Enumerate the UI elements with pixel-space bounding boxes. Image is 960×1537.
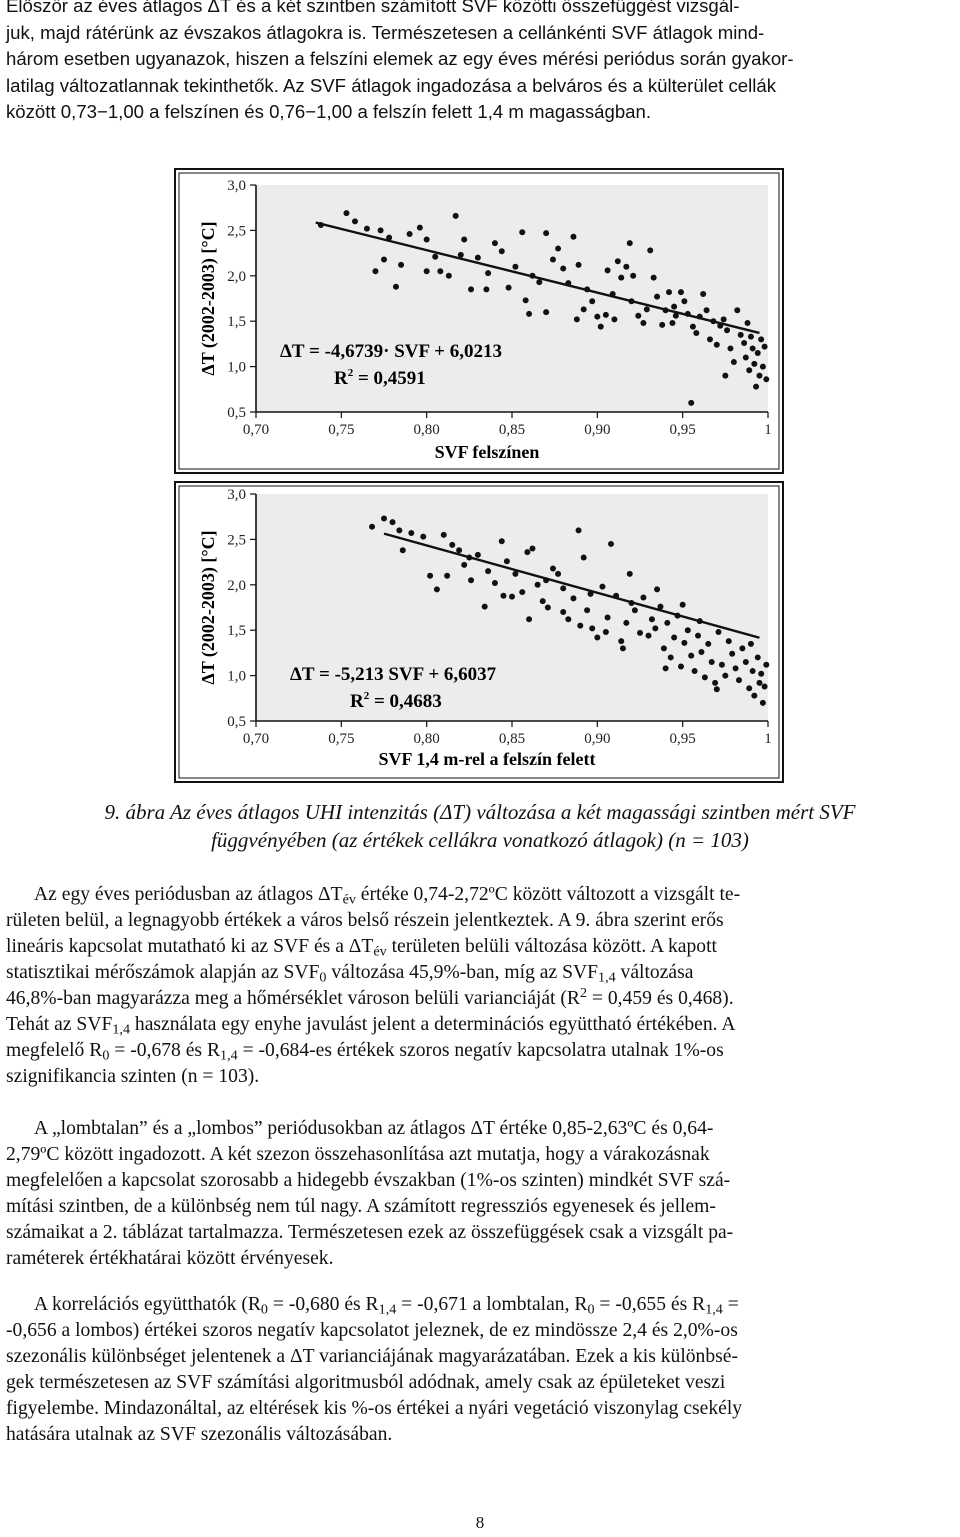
data-point	[630, 273, 636, 279]
intro-line: Először az éves átlagos ΔT és a két szintben számított SVF közötti összefüggést vizsgál-	[6, 0, 740, 16]
y-tick-label: 2,0	[227, 268, 246, 285]
body-line: megfelelő $R_0 = -0,678$ és $R_{1,4} = -0,684-es$ értékek szoros negatív kapcsolatra utalnak 1%-os	[6, 1040, 724, 1064]
x-tick-label: 0,70	[242, 731, 270, 747]
plot-area	[256, 494, 768, 721]
body-paragraph-2	[6, 1116, 956, 1272]
data-point	[669, 320, 675, 326]
data-point	[594, 634, 600, 640]
x-tick-label: 0,85	[498, 731, 526, 747]
data-point	[594, 314, 600, 320]
r-squared-exponent: 2	[363, 690, 370, 702]
r-squared-symbol: R	[350, 691, 364, 712]
y-axis-title: ΔT (2002-2003) [°C]	[198, 221, 218, 376]
body-line: A korrelációs együtthatók ($R_0 = -0,680$ és $R_{1,4} = -0,671$ a lombtalan, $R_0 = -0,655$ és $R_{1,4}$ =	[34, 1294, 739, 1318]
data-point	[756, 373, 762, 379]
data-point	[424, 236, 430, 242]
data-point	[526, 311, 532, 317]
body-line: 2,79ºC között ingadozott. A két szezon összehasonlítása azt mutatja, hogy a várakozásnak	[6, 1144, 710, 1165]
r-squared-value: = 0,4591	[353, 368, 426, 389]
data-point	[535, 582, 541, 588]
data-point	[492, 580, 498, 586]
data-point	[760, 364, 766, 370]
plot-area	[256, 185, 768, 412]
data-point	[500, 593, 506, 599]
data-point	[750, 668, 756, 674]
y-tick-label: 2,0	[227, 577, 246, 594]
data-point	[745, 320, 751, 326]
y-tick-label: 2,5	[227, 223, 246, 240]
data-point	[468, 577, 474, 583]
scatter-chart-1-4m	[174, 481, 784, 783]
data-point	[512, 264, 518, 270]
data-point	[589, 298, 595, 304]
data-point	[620, 645, 626, 651]
data-point	[519, 589, 525, 595]
data-point	[576, 527, 582, 533]
data-point	[693, 330, 699, 336]
data-point	[635, 313, 641, 319]
data-point	[714, 686, 720, 692]
body-line: 46,8%-ban magyarázza meg a hőmérséklet városon belüli varianciáját ($R^2 = 0,459$ és 0,468).	[6, 984, 734, 1009]
data-point	[390, 519, 396, 525]
data-point	[352, 218, 358, 224]
data-point	[581, 306, 587, 312]
intro-line: juk, majd rátérünk az évszakos átlagokra is. Természetesen a cellánkénti SVF átlagok mind-	[6, 21, 765, 43]
data-point	[627, 571, 633, 577]
data-point	[398, 262, 404, 268]
data-point	[543, 230, 549, 236]
data-point	[369, 524, 375, 530]
data-point	[704, 307, 710, 313]
data-point	[678, 289, 684, 295]
x-tick-label: 0,90	[584, 422, 611, 438]
data-point	[714, 342, 720, 348]
data-point	[688, 400, 694, 406]
data-point	[407, 231, 413, 237]
data-point	[762, 683, 768, 689]
intro-line: között 0,73−1,00 a felszínen és 0,76−1,00 a felszín felett 1,4 m magasságban.	[6, 101, 652, 123]
data-point	[734, 307, 740, 313]
body-paragraph-1	[6, 882, 956, 1090]
x-tick-label: 0,80	[413, 731, 440, 747]
data-point	[393, 284, 399, 290]
data-point	[446, 273, 452, 279]
x-tick-label: 0,95	[669, 422, 696, 438]
body-line: megfelelően a kapcsolat szorosabb a hidegebb évszakban (1%-os szinten) mindkét SVF szá-	[6, 1170, 731, 1191]
data-point	[651, 275, 657, 281]
data-point	[598, 324, 604, 330]
data-point	[576, 262, 582, 268]
data-point	[485, 270, 491, 276]
r-squared-symbol: R	[334, 368, 348, 389]
data-point	[420, 534, 426, 540]
scatter-chart-surface	[174, 168, 784, 474]
data-point	[599, 584, 605, 590]
body-line: gek természetesen az SVF számítási algoritmusból adódnak, amely csak az épületeket veszi	[6, 1372, 726, 1393]
x-tick-label: 1	[764, 422, 772, 438]
data-point	[731, 359, 737, 365]
data-point	[671, 634, 677, 640]
y-tick-label: 2,5	[227, 532, 246, 549]
data-point	[343, 210, 349, 216]
data-point	[529, 545, 535, 551]
data-point	[434, 586, 440, 592]
y-tick-label: 1,5	[227, 623, 246, 640]
data-point	[555, 246, 561, 252]
data-point	[589, 625, 595, 631]
data-point	[565, 616, 571, 622]
data-point	[760, 700, 766, 706]
data-point	[702, 674, 708, 680]
data-point	[680, 602, 686, 608]
data-point	[746, 367, 752, 373]
y-tick-label: 1,0	[227, 359, 246, 376]
body-line: szignifikancia szinten (n = 103).	[6, 1066, 260, 1087]
data-point	[741, 340, 747, 346]
y-tick-label: 0,5	[227, 714, 246, 730]
data-point	[722, 373, 728, 379]
data-point	[453, 213, 459, 219]
data-point	[432, 254, 438, 260]
data-point	[644, 306, 650, 312]
data-point	[748, 334, 754, 340]
data-point	[762, 344, 768, 350]
y-tick-label: 3,0	[227, 487, 246, 503]
data-point	[646, 633, 652, 639]
body-line: Az egy éves periódusban az átlagos $\Delta T_{év}$ értéke 0,74-2,72ºC között változott a vizsgált te-	[34, 884, 741, 908]
regression-equation: ΔT = -5,213 SVF + 6,6037	[290, 664, 497, 685]
data-point	[726, 638, 732, 644]
data-point	[475, 255, 481, 261]
data-point	[692, 668, 698, 674]
figure-caption	[40, 798, 920, 854]
data-point	[611, 316, 617, 322]
x-axis-title: SVF felszínen	[434, 442, 540, 462]
data-point	[671, 304, 677, 310]
data-point	[756, 680, 762, 686]
data-point	[603, 629, 609, 635]
data-point	[545, 605, 551, 611]
x-tick-label: 0,70	[242, 422, 270, 438]
data-point	[584, 607, 590, 613]
data-point	[378, 227, 384, 233]
x-axis-title: SVF 1,4 m-rel a felszín felett	[378, 749, 596, 769]
data-point	[750, 345, 756, 351]
data-point	[437, 268, 443, 274]
data-point	[468, 286, 474, 292]
data-point	[654, 294, 660, 300]
data-point	[482, 604, 488, 610]
data-point	[449, 542, 455, 548]
data-point	[755, 654, 761, 660]
caption-line: függvényében (az értékek cellákra vonatkozó átlagok) (n = 103)	[211, 828, 749, 852]
body-paragraph-3	[6, 1292, 956, 1448]
r-squared-exponent: 2	[347, 367, 354, 379]
data-point	[738, 332, 744, 338]
data-point	[755, 350, 761, 356]
x-tick-label: 1	[764, 731, 772, 747]
data-point	[685, 627, 691, 633]
data-point	[721, 316, 727, 322]
data-point	[618, 275, 624, 281]
data-point	[748, 641, 754, 647]
figure-svf-1-4m	[174, 481, 784, 783]
data-point	[681, 640, 687, 646]
body-line: Tehát az $SVF_{1,4}$ használata egy enyhe javulást jelent a determinációs együttható értékében. A	[6, 1014, 736, 1038]
data-point	[499, 538, 505, 544]
r-squared-value: = 0,4683	[369, 691, 442, 712]
data-point	[632, 607, 638, 613]
data-point	[372, 268, 378, 274]
page-number: 8	[475, 1513, 485, 1532]
data-point	[555, 571, 561, 577]
body-line: számaikat a 2. táblázat tartalmazza. Természetesen ezek az összefüggések csak a vizsgált pa-	[6, 1222, 734, 1243]
data-point	[763, 662, 769, 668]
data-point	[536, 279, 542, 285]
data-point	[540, 598, 546, 604]
data-point	[722, 673, 728, 679]
data-point	[716, 629, 722, 635]
data-point	[456, 547, 462, 553]
data-point	[666, 289, 672, 295]
regression-equation: ΔT = -4,6739· SVF + 6,0213	[280, 341, 502, 362]
data-point	[608, 541, 614, 547]
data-point	[499, 248, 505, 254]
data-point	[719, 662, 725, 668]
data-point	[712, 680, 718, 686]
data-point	[618, 638, 624, 644]
data-point	[751, 693, 757, 699]
data-point	[381, 256, 387, 262]
data-point	[524, 549, 530, 555]
data-point	[400, 547, 406, 553]
x-tick-label: 0,75	[328, 731, 355, 747]
data-point	[396, 527, 402, 533]
body-line: statisztikai mérőszámok alapján az $SVF_0$ változása 45,9%-ban, míg az $SVF_{1,4}$ változása	[6, 962, 694, 986]
data-point	[560, 266, 566, 272]
data-point	[574, 316, 580, 322]
data-point	[736, 677, 742, 683]
data-point	[543, 309, 549, 315]
data-point	[758, 671, 764, 677]
data-point	[570, 234, 576, 240]
data-point	[751, 361, 757, 367]
data-point	[743, 659, 749, 665]
data-point	[733, 665, 739, 671]
data-point	[523, 297, 529, 303]
data-point	[729, 651, 735, 657]
body-line: raméterek értékhatárai között érvényesek.	[6, 1248, 334, 1269]
data-point	[661, 645, 667, 651]
data-point	[506, 285, 512, 291]
data-point	[483, 286, 489, 292]
body-line: hatására utalnak az SVF szezonális változásában.	[6, 1424, 393, 1445]
body-line: rületen belül, a legnagyobb értékek a város belső részein jelentkeztek. A 9. ábra szerint erős	[6, 910, 724, 931]
data-point	[615, 258, 621, 264]
data-point	[707, 336, 713, 342]
data-point	[424, 268, 430, 274]
data-point	[603, 312, 609, 318]
body-line: -0,656 a lombos) értékei szoros negatív kapcsolatot jeleznek, de ez mindössze 2,4 és 2,0%-os	[6, 1320, 738, 1341]
data-point	[659, 322, 665, 328]
data-point	[724, 327, 730, 333]
y-tick-label: 1,5	[227, 314, 246, 331]
data-point	[668, 654, 674, 660]
figure-svf-surface	[174, 168, 784, 474]
data-point	[654, 586, 660, 592]
data-point	[485, 568, 491, 574]
data-point	[444, 573, 450, 579]
x-tick-label: 0,85	[498, 422, 526, 438]
data-point	[570, 595, 576, 601]
body-line: szezonális különbséget jelentenek a ΔT varianciájának magyarázatában. Ezek a kis különbsé-	[6, 1346, 739, 1367]
data-point	[519, 229, 525, 235]
x-tick-label: 0,90	[584, 731, 611, 747]
data-point	[709, 659, 715, 665]
data-point	[427, 573, 433, 579]
intro-line: három esetben ugyanazok, hiszen a felszíni elemek az egy éves mérési periódus során gyakor-	[6, 48, 794, 70]
data-point	[640, 595, 646, 601]
data-point	[461, 236, 467, 242]
data-point	[758, 336, 764, 342]
data-point	[623, 620, 629, 626]
data-point	[700, 291, 706, 297]
data-point	[652, 625, 658, 631]
data-point	[560, 609, 566, 615]
data-point	[688, 653, 694, 659]
data-point	[408, 530, 414, 536]
data-point	[605, 614, 611, 620]
data-point	[560, 585, 566, 591]
data-point	[627, 240, 633, 246]
data-point	[492, 240, 498, 246]
data-point	[605, 267, 611, 273]
body-line: A „lombtalan” és a „lombos” periódusokban az átlagos ΔT értéke 0,85-2,63ºC és 0,64-	[34, 1118, 714, 1139]
data-point	[746, 685, 752, 691]
data-point	[623, 264, 629, 270]
data-point	[763, 376, 769, 382]
data-point	[550, 565, 556, 571]
data-point	[739, 645, 745, 651]
data-point	[504, 558, 510, 564]
data-point	[577, 623, 583, 629]
data-point	[381, 516, 387, 522]
y-axis-title: ΔT (2002-2003) [°C]	[198, 530, 218, 685]
data-point	[640, 320, 646, 326]
data-point	[705, 641, 711, 647]
data-point	[753, 384, 759, 390]
data-point	[581, 555, 587, 561]
caption-line: 9. ábra Az éves átlagos UHI intenzitás (ΔT) változása a két magassági szintben mért SVF	[104, 800, 856, 824]
data-point	[743, 355, 749, 361]
y-tick-label: 1,0	[227, 668, 246, 685]
intro-paragraph	[6, 0, 956, 126]
data-point	[364, 226, 370, 232]
data-point	[695, 633, 701, 639]
x-tick-label: 0,80	[413, 422, 440, 438]
data-point	[727, 345, 733, 351]
data-point	[526, 616, 532, 622]
x-tick-label: 0,75	[328, 422, 355, 438]
x-tick-label: 0,95	[669, 731, 696, 747]
data-point	[678, 664, 684, 670]
data-point	[509, 594, 515, 600]
data-point	[649, 616, 655, 622]
data-point	[550, 256, 556, 262]
body-line: lineáris kapcsolat mutatható ki az SVF és a $\Delta T_{év}$ területen belüli változása között. A kapott	[6, 936, 717, 960]
data-point	[475, 552, 481, 558]
data-point	[441, 532, 447, 538]
data-point	[664, 620, 670, 626]
data-point	[417, 225, 423, 231]
intro-line: latilag változatlannak tekinthetők. Az SVF átlagok ingadozása a belváros és a külterület cellák	[6, 74, 777, 96]
body-line: mítási szintben, de a különbség nem túl nagy. A számított regressziós egyenesek és jellem-	[6, 1196, 716, 1217]
data-point	[690, 324, 696, 330]
data-point	[681, 298, 687, 304]
data-point	[461, 562, 467, 568]
y-tick-label: 0,5	[227, 405, 246, 421]
y-tick-label: 3,0	[227, 178, 246, 194]
data-point	[647, 247, 653, 253]
data-point	[663, 665, 669, 671]
body-line: figyelembe. Mindazonáltal, az eltérések kis %-os értékei a nyári vegetáció viszonylag csekély	[6, 1398, 743, 1419]
data-point	[698, 649, 704, 655]
data-point	[637, 630, 643, 636]
